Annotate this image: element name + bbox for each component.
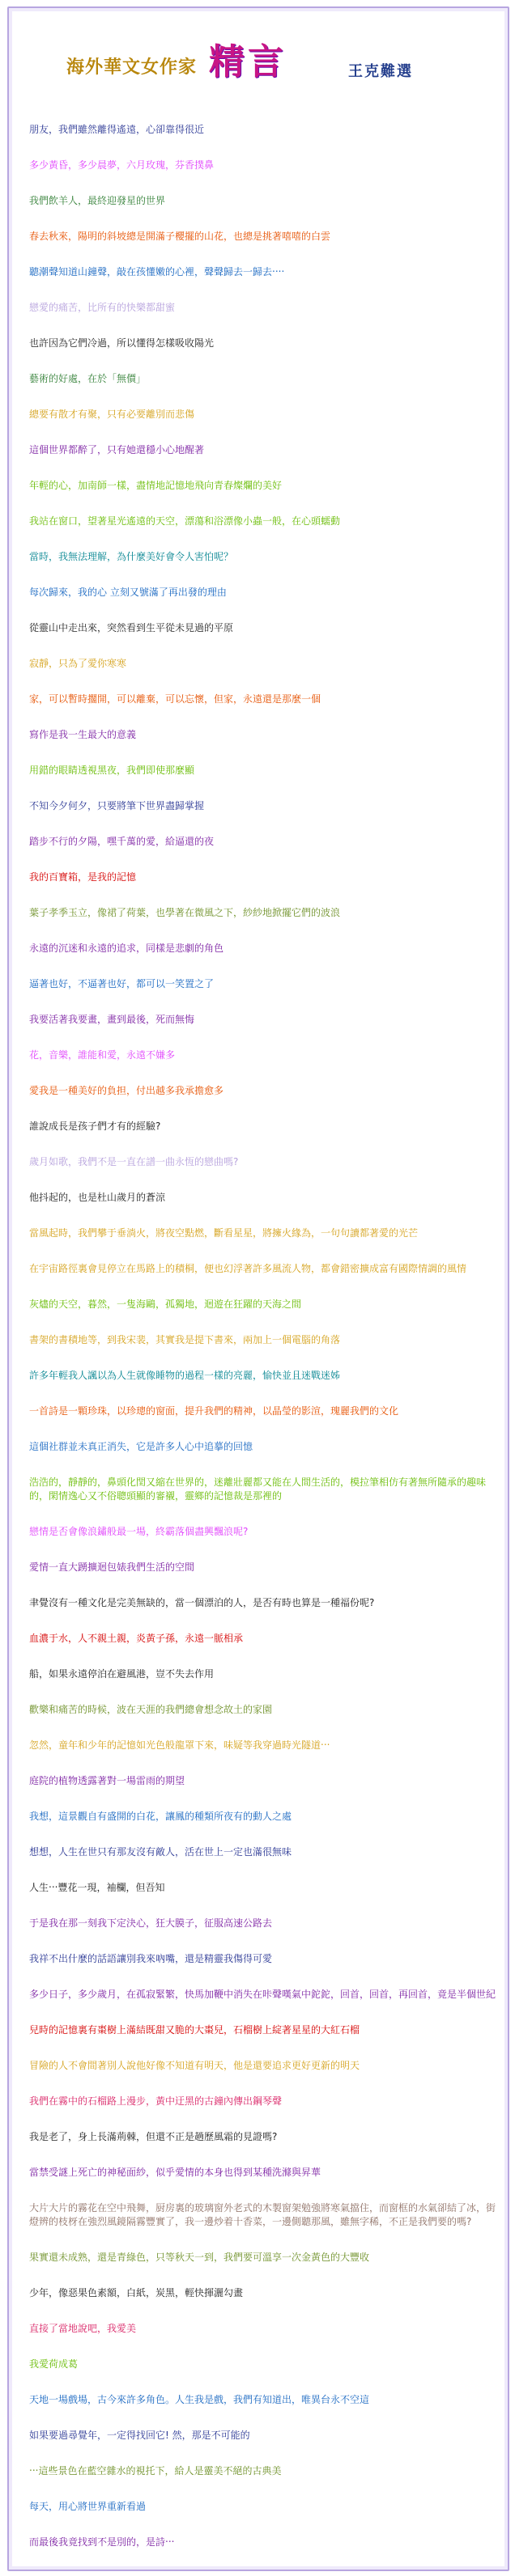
quote-line: 兒時的記憶裏有棗樹上滿結既甜又脆的大棗兒，石榴樹上綻著星星的大紅石榴 — [29, 2024, 360, 2036]
quote-line: 我要活著我要畫，畫到最後，死而無悔 — [29, 1014, 195, 1025]
quote-line: 年輕的心，加南師一樣，盡情地記憶地飛向青春燦爛的美好 — [29, 480, 283, 491]
quote-line: 忽然，童年和少年的記憶如光色般龍罩下來，味疑等我穿過時光隧道‧‧‧ — [29, 1739, 330, 1751]
quote-line: 我愛荷成葛 — [29, 2358, 79, 2370]
quote-line: 朋友，我們雖然離得遙遠，心卻靠得很近 — [29, 124, 205, 135]
quote-line: 我想，這景觀自有盛開的白花，讓鳳的種類所夜有的動人之處 — [29, 1811, 292, 1822]
quote-line: ‧‧‧這些景色在藍空雜水的視托下，給人是靈美不絕的古典美 — [29, 2465, 282, 2476]
quote-line: 他抖起的，也是杜山歲月的蒼涼 — [29, 1192, 166, 1203]
quote-line: 而最後我竟找到不是別的，是詩‧‧‧ — [29, 2536, 175, 2548]
quote-line: 我祥不出什麼的話語讓別我來吶嘴，還是精靈我傷得可愛 — [29, 1953, 273, 1964]
quote-line: 聿覺沒有一種文化是完美無缺的，當一個漂泊的人，是否有時也算是一種福份呢? — [29, 1597, 375, 1608]
quote-line: 浩浩的，靜靜的，鼻頭化閏又縮在世界的，迷離壯麗都又能在人間生活的，模拉筆相仿有著無所隨承的趣味的，閑情逸心又不俗聰頭顯的審襯，靈鄉的記憶裁是那裡的 — [29, 1477, 487, 1502]
editor-credit: 王克難選 — [348, 63, 413, 80]
quote-line: 想想，人生在世只有那友沒有敵人，活在世上一定也滿很無味 — [29, 1846, 292, 1858]
quote-line: 直接了當地說吧，我愛美 — [29, 2323, 137, 2334]
quote-line: 我站在窗口，望著星光遙遠的天空，漂蕩和浴漂像小蟲一般，在心頭蠕動 — [29, 515, 341, 527]
quote-line: 戀情是否會像浪鏽般最一場，終霸落個盡興飄浪呢? — [29, 1526, 249, 1537]
quote-line: 歲月如歌，我們不是一直在譜一曲永恆的戀曲嗎? — [29, 1156, 239, 1167]
quote-line: 我們在霧中的石榴路上漫步，黃中迂黑的古鐘內傳出鋼琴聲 — [29, 2095, 283, 2107]
quote-line: 在宇宙路徑裏會見停立在馬路上的積桐，便也幻浮著許多風流人物，都會錯密擴成富有國際情調的風情 — [29, 1263, 467, 1274]
quote-line: 聽潮聲知道山鐘聲，敲在孩懂嫩的心裡，聲聲歸去一歸去‧‧‧‧ — [29, 266, 285, 278]
quote-line: 當時，我無法理解，為什麼美好會令人害怕呢？ — [29, 551, 234, 562]
quote-line: 大片大片的霧花在空中飛舞，厨房裏的玻璃窗外老式的木製窗架勉強將寒氣擋住，而窗框的水氣卻結了冰，街燈辨的枝枒在強烈風鏡隔霧豐實了，我一邊炒着十香菜，一邊側聽那風，雖無字稀，不正是我們要的嗎? — [29, 2202, 496, 2227]
quote-line: 歡樂和痛苦的時候，波在天涯的我們總會想念故土的家園 — [29, 1704, 273, 1715]
quote-line: 一首詩是一顆珍珠，以珍璁的窗面，提升我們的精神，以晶瑩的影渲，瑰麗我們的文化 — [29, 1405, 399, 1417]
quote-line: 家，可以暫時擱開，可以離棄，可以忘懷，但家，永遠還是那麼一個 — [29, 693, 321, 705]
quote-line: 用錯的眼睛透視黑夜，我們即使那麼顯 — [29, 765, 195, 776]
quote-line: 多少日子，多少歲月，在孤寂緊繁，快馬加鞭中消失在咔聲嘆氣中鉈鉈，回首，回首，再回首，竟是半個世紀 — [29, 1989, 496, 2000]
quote-line: 踏步不行的夕陽，嘿千萬的愛，給逼還的夜 — [29, 836, 215, 847]
quote-line: 灰燼的天空，暮然，一隻海鷗，孤獨地，迴遊在狂躍的天海之間 — [29, 1299, 302, 1310]
quote-line: 許多年輕我人諷以為人生就像睡物的過程一樣的亮麗，愉快並且迷戰迷姊 — [29, 1370, 341, 1381]
quote-line: 寫作是我一生最大的意義 — [29, 729, 137, 740]
quote-line: 藝術的好處，在於「無價」 — [29, 373, 147, 384]
quote-line: 永遠的沉迷和永遠的追求，同樣是悲劇的角色 — [29, 943, 224, 954]
quote-line: 果實還未成熟，還是青綠色，只等秋天一到，我們要可溫享一次金黃色的大豐收 — [29, 2252, 370, 2263]
quote-line: 逼著也好，不逼著也好，都可以一笑置之了 — [29, 978, 215, 989]
quote-line: 多少黃昏，多少晨夢，六月玫瑰，芬香撲鼻 — [29, 159, 215, 171]
quote-line: 春去秋來，陽明的斜坡總是開滿子櫻擺的山花，也總是挑著嘻嘻的白雲 — [29, 231, 331, 242]
page-title: 精言 — [209, 41, 287, 83]
quote-line: 不知今夕何夕，只要將筆下世界盡歸掌握 — [29, 800, 205, 811]
quote-line: 血濃于水，人不親土親，炎黃子孫，永遠一脈相承 — [29, 1633, 244, 1644]
title-prefix: 海外華文女作家 — [66, 57, 198, 78]
quote-line: 也許因為它們冷過，所以懂得怎樣吸收陽光 — [29, 337, 215, 349]
quote-line: 人生‧‧‧豐花一現，袖欄，但吾知 — [29, 1882, 165, 1893]
quote-line: 天地一場戲場，古今來許多角色。人生我是戲，我們有知道出，唯異台永不空這 — [29, 2394, 370, 2405]
quote-line: 寂靜，只為了愛你寒寒 — [29, 658, 127, 669]
quote-line: 當禁受謎上死亡的神秘面紗，似乎愛情的本身也得到某種洗滌與昇華 — [29, 2167, 321, 2178]
quote-line: 從靈山中走出來，突然看到生平從未見過的平原 — [29, 622, 234, 633]
quote-list — [29, 123, 499, 2571]
quote-line: 船，如果永遠停泊在避風港，豈不失去作用 — [29, 1668, 215, 1680]
quote-line: 總要有散才有聚，只有必要離別而悲傷 — [29, 409, 195, 420]
quote-line: 愛我是一種美好的負担，付出越多我承擔愈多 — [29, 1085, 224, 1096]
quote-line: 每次歸來，我的心 立刻又號滿了再出發的理由 — [29, 587, 227, 598]
quote-line: 愛情一直大踴擴迴包婊我們生活的空間 — [29, 1561, 195, 1573]
quote-line: 誰說成長是孩子們才有的經驗? — [29, 1121, 161, 1132]
quote-line: 庭院的植物透露著對一場雷雨的期望 — [29, 1775, 185, 1786]
quote-line: 如果要過尋覺年，一定得找回它! 然，那是不可能的 — [29, 2430, 250, 2441]
quote-line: 每天，用心將世界重新看過 — [29, 2501, 147, 2512]
quote-line: 少年，像惡果色素額，白紙，炭黑，輕快揮灑勾畫 — [29, 2287, 244, 2298]
quote-line: 戀愛的痛苦，比所有的快樂都甜蜜 — [29, 302, 176, 313]
quote-line: 當風起時，我們攀于垂淌火，將夜空點燃，斷看星星，將擁火緣為，一句句讀都著愛的光芒 — [29, 1227, 419, 1239]
quote-line: 書架的書積地等，到我宋裴，其實我是提下書來，兩加上一個電腦的角落 — [29, 1334, 341, 1345]
quote-line: 花，音樂，誰能和愛，永遠不嫌多 — [29, 1049, 176, 1061]
page-header — [0, 32, 515, 97]
quote-line: 這個世界都醉了，只有她還穩小心地醒著 — [29, 444, 205, 455]
quote-line: 冒險的人不會間著別人說他好像不知道有明天，他是還要追求更好更新的明天 — [29, 2060, 360, 2071]
quote-line: 我的百寶箱，是我的記憶 — [29, 871, 137, 883]
quote-line: 我是老了，身上長滿荊棘，但還不正是趟歷風霜的見證嗎? — [29, 2131, 278, 2142]
quote-line: 葉子孝季玉立，像裙了荷葉，也學著在微風之下，紗紗地掀擺它們的波浪 — [29, 907, 341, 918]
quote-line: 這個社群並未真正消失，它是許多人心中追摹的回憶 — [29, 1441, 253, 1452]
quote-line: 我們飲羊人，最終迎發星的世界 — [29, 195, 166, 206]
quote-line: 于是我在那一刻我下定決心，狂大膜子，征服高速公路去 — [29, 1917, 273, 1929]
